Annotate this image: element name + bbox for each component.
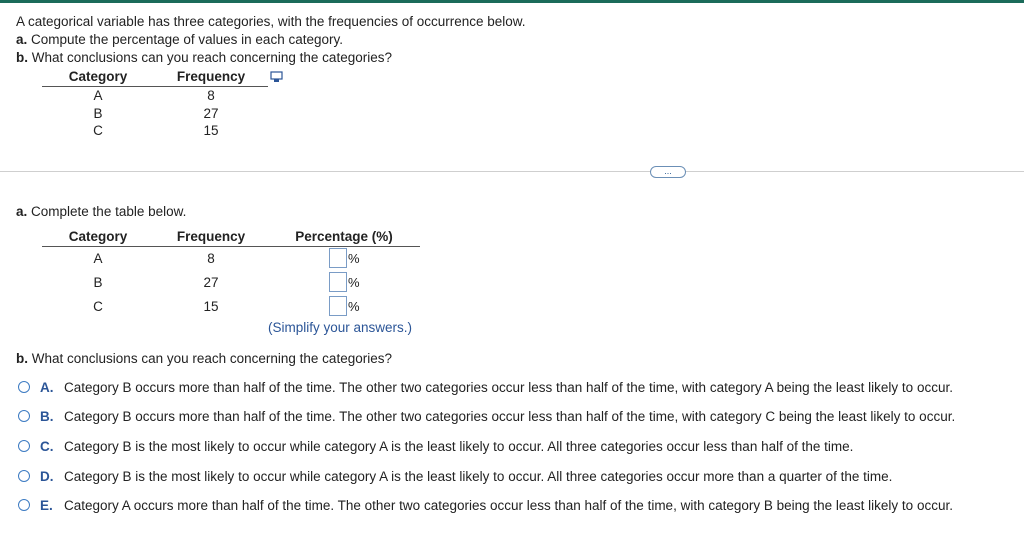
percentage-input-a[interactable]: [329, 248, 347, 268]
given-cell-frequency: 27: [203, 106, 219, 121]
part-b-question: [16, 351, 392, 366]
part-a-instruction-label: a.: [16, 204, 28, 219]
given-header-rule: [42, 86, 268, 87]
radio-button[interactable]: [18, 440, 30, 452]
option-text[interactable]: Category B occurs more than half of the time. The other two categories occur less than half of the time, with category A being the least likely to occur.: [64, 380, 953, 395]
answer-cell-category: C: [93, 299, 103, 314]
answer-cell-category: A: [93, 251, 103, 266]
question-intro: A categorical variable has three categories, with the frequencies of occurrence below.: [16, 14, 526, 29]
option-text[interactable]: Category B occurs more than half of the time. The other two categories occur less than half of the time, with category C being the least likely to occur.: [64, 409, 956, 424]
percentage-input-c[interactable]: [329, 296, 347, 316]
given-cell-frequency: 15: [203, 123, 219, 138]
percent-unit: %: [348, 251, 360, 266]
answer-cell-frequency: 8: [207, 251, 215, 266]
answer-header-percentage: Percentage (%): [295, 229, 393, 244]
option-text[interactable]: Category A occurs more than half of the time. The other two categories occur less than half of the time, with category B being the least likely to occur.: [64, 498, 953, 513]
part-b-question-label: b.: [16, 351, 28, 366]
given-header-frequency: Frequency: [176, 69, 246, 84]
given-cell-category: B: [93, 106, 103, 121]
part-a-instruction: [16, 204, 186, 219]
radio-button[interactable]: [18, 470, 30, 482]
answer-cell-frequency: 15: [203, 299, 219, 314]
answer-cell-category: B: [93, 275, 103, 290]
option-letter: D.: [40, 469, 54, 484]
percent-unit: %: [348, 275, 360, 290]
answer-header-frequency: Frequency: [176, 229, 246, 244]
part-a-text: Compute the percentage of values in each category.: [31, 32, 343, 47]
expand-more-button[interactable]: ...: [650, 166, 686, 178]
copy-data-icon[interactable]: [270, 71, 283, 83]
part-a-instruction-text: Complete the table below.: [31, 204, 187, 219]
part-b-question-text: What conclusions can you reach concerning the categories?: [31, 351, 392, 366]
percent-unit: %: [348, 299, 360, 314]
percentage-input-b[interactable]: [329, 272, 347, 292]
given-cell-frequency: 8: [207, 88, 215, 103]
option-letter: C.: [40, 439, 54, 454]
option-letter: B.: [40, 409, 54, 424]
given-header-category: Category: [68, 69, 128, 84]
question-part-a: [16, 32, 343, 47]
answer-cell-frequency: 27: [203, 275, 219, 290]
option-text[interactable]: Category B is the most likely to occur while category A is the least likely to occur. All three categories occur more than a quarter of the time.: [64, 469, 893, 484]
section-divider: [0, 171, 1024, 172]
given-cell-category: A: [93, 88, 103, 103]
part-b-text: What conclusions can you reach concerning the categories?: [31, 50, 392, 65]
option-text[interactable]: Category B is the most likely to occur while category A is the least likely to occur. All three categories occur less than half of the time.: [64, 439, 854, 454]
given-cell-category: C: [93, 123, 103, 138]
answer-header-category: Category: [68, 229, 128, 244]
radio-button[interactable]: [18, 410, 30, 422]
radio-button[interactable]: [18, 381, 30, 393]
option-letter: A.: [40, 380, 54, 395]
radio-button[interactable]: [18, 499, 30, 511]
top-accent-bar: [0, 0, 1024, 3]
answer-header-rule: [42, 246, 420, 247]
part-b-label: b.: [16, 50, 28, 65]
question-part-b: [16, 50, 392, 65]
part-a-label: a.: [16, 32, 28, 47]
simplify-hint: (Simplify your answers.): [268, 320, 413, 335]
option-letter: E.: [40, 498, 53, 513]
